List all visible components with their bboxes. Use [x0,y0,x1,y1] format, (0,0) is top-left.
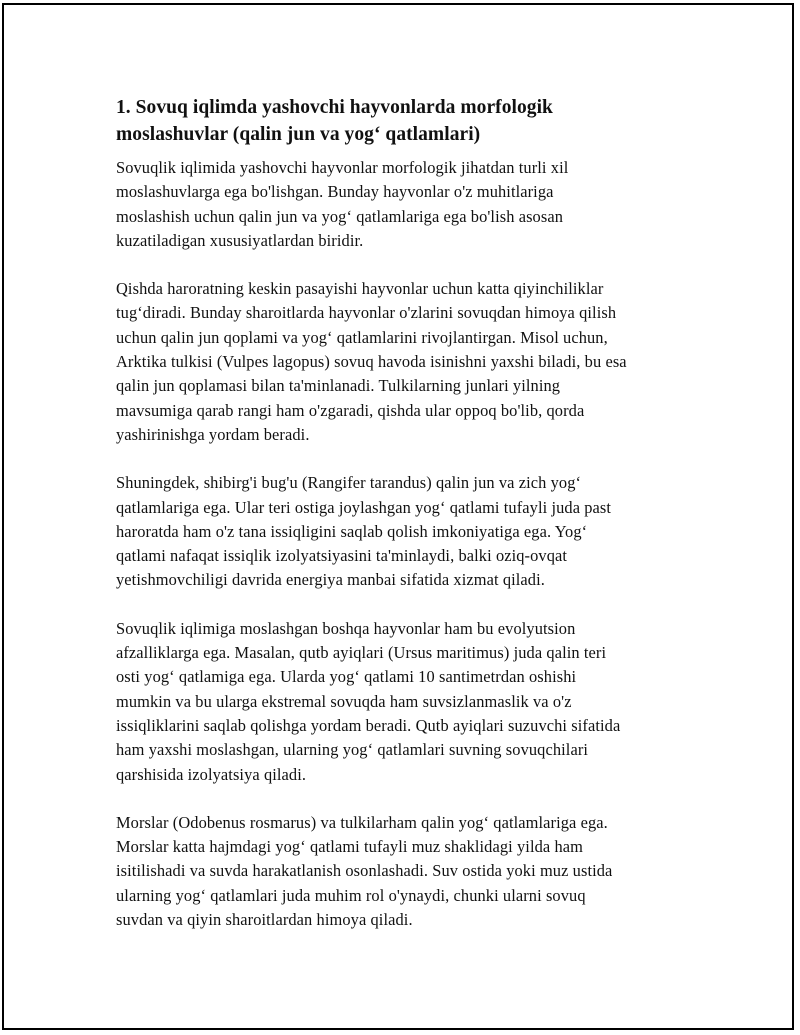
text-line: yetishmovchiligi davrida energiya manbai sifatida xizmat qiladi. [116,570,545,590]
title-line: moslashuvlar (qalin jun va yog‘ qatlamlari) [116,124,481,145]
text-line: ularning yog‘ qatlamlari juda muhim rol o'ynaydi, chunki ularni sovuq [116,885,586,905]
text-line: Sovuqlik iqlimiga moslashgan boshqa hayvonlar ham bu evolyutsion [116,618,576,638]
text-line: qatlami nafaqat issiqlik izolyatsiyasini ta'minlaydi, balki oziq-ovqat [116,546,568,566]
text-line: Morslar (Odobenus rosmarus) va tulkilarham qalin yog‘ qatlamlariga ega. [116,812,608,832]
text-line: afzalliklarga ega. Masalan, qutb ayiqlari (Ursus maritimus) juda qalin teri [116,643,607,663]
paragraph-reindeer [116,471,691,592]
section-title [116,94,691,148]
text-line: kuzatiladigan xususiyatlardan biridir. [116,230,364,250]
text-line: qalin jun qoplamasi bilan ta'minlanadi. Tulkilarning junlari yilning [116,376,561,396]
paragraph-intro [116,156,691,253]
text-line: ham yaxshi moslashgan, ularning yog‘ qatlamlari suvning sovuqchilari [116,740,589,760]
text-line: isitilishadi va suvda harakatlanish osonlashadi. Suv ostida yoki muz ustida [116,861,613,881]
document-body [116,94,691,956]
text-line: haroratda ham o'z tana issiqligini saqlab qolish imkoniyatiga ega. Yog‘ [116,521,588,541]
text-line: Arktika tulkisi (Vulpes lagopus) sovuq havoda isinishni yaxshi biladi, bu esa [116,352,627,372]
text-line: suvdan va qiyin sharoitlardan himoya qiladi. [116,910,413,930]
text-line: Sovuqlik iqlimida yashovchi hayvonlar morfologik jihatdan turli xil [116,158,569,177]
paragraph-arctic-fox [116,277,691,447]
paragraph-polar-bear [116,617,691,787]
text-line: mavsumiga qarab rangi ham o'zgaradi, qishda ular oppoq bo'lib, qorda [116,400,585,420]
text-line: issiqliklarini saqlab qolishga yordam beradi. Qutb ayiqlari suzuvchi sifatida [116,715,621,735]
paragraph-walrus [116,811,691,932]
text-line: qatlamlariga ega. Ular teri ostiga joylashgan yog‘ qatlami tufayli juda past [116,497,612,517]
text-line: moslashish uchun qalin jun va yog‘ qatlamlariga ega bo'lish asosan [116,206,564,226]
text-line: osti yog‘ qatlamiga ega. Ularda yog‘ qatlami 10 santimetrdan oshishi [116,667,577,687]
text-line: tug‘diradi. Bunday sharoitlarda hayvonlar o'zlarini sovuqdan himoya qilish [116,303,617,323]
text-line: yashirinishga yordam beradi. [116,424,310,444]
text-line: uchun qalin jun qoplami va yog‘ qatlamlarini rivojlantirgan. Misol uchun, [116,327,608,347]
text-line: Qishda haroratning keskin pasayishi hayvonlar uchun katta qiyinchiliklar [116,279,604,299]
text-line: qarshisida izolyatsiya qiladi. [116,764,307,784]
title-line: 1. Sovuq iqlimda yashovchi hayvonlarda morfologik [116,97,553,118]
text-line: moslashuvlarga ega bo'lishgan. Bunday hayvonlar o'z muhitlariga [116,182,554,202]
text-line: mumkin va bu ularga ekstremal sovuqda ham suvsizlanmaslik va o'z [116,691,572,711]
text-line: Shuningdek, shibirg'i bug'u (Rangifer tarandus) qalin jun va zich yog‘ [116,473,582,493]
text-line: Morslar katta hajmdagi yog‘ qatlami tufayli muz shaklidagi yilda ham [116,837,583,857]
